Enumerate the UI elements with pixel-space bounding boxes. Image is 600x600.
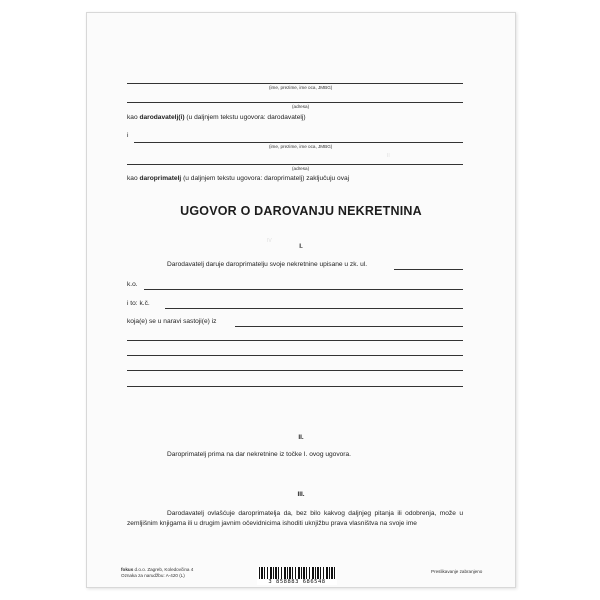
- description-line[interactable]: [127, 355, 463, 356]
- copy-notice: Preslikavanje zabranjeno: [431, 569, 483, 574]
- recipient-role-line: kao daroprimatelj (u daljnjem tekstu ugovora: daroprimatelj) zaključuju ovaj: [127, 175, 350, 182]
- description-line[interactable]: [127, 370, 463, 371]
- publisher-info: fokus d.o.o. Zagreb, Koledovčina 4 Oznaka za narudžbu: A-420 (L): [121, 567, 194, 578]
- bleed-through-text: IV: [267, 238, 272, 244]
- description-line[interactable]: [127, 386, 463, 387]
- donor-role-line: kao darodavatelj(i) (u daljnjem tekstu ugovora: darodavatelj): [127, 114, 306, 121]
- party-1-address-line[interactable]: [127, 102, 463, 103]
- kc-label: i to: k.č.: [127, 300, 150, 307]
- ko-label: k.o.: [127, 281, 138, 288]
- party-2-name-caption: (ime, prezime, ime oca, JMBG): [269, 144, 333, 149]
- ko-field[interactable]: [144, 289, 463, 290]
- composition-field[interactable]: [235, 326, 463, 327]
- party-2-name-line[interactable]: [134, 142, 463, 143]
- bleed-through-text: II: [387, 153, 390, 159]
- party-1-address-caption: (adresa): [292, 104, 310, 109]
- document-title: UGOVOR O DAROVANJU NEKRETNINA: [180, 204, 422, 218]
- section-2-heading: II.: [298, 434, 304, 441]
- zk-ul-field[interactable]: [394, 269, 463, 270]
- section-1-heading: I.: [299, 243, 303, 250]
- section-3-text: Darodavatelj ovlašćuje daroprimatelja da, bez bilo kakvog daljnjeg pitanja ili odobrenja, može u zemljišnim knjigama ili u drugim javnim očevidnicima ishoditi uknjižbu prava vlasništva na svoje ime: [127, 510, 463, 527]
- composition-label: koja(e) se u naravi sastoji(e) iz: [127, 318, 217, 325]
- party-1-name-caption: (ime, prezime, ime oca, JMBG): [269, 85, 333, 90]
- section-3-heading: III.: [297, 491, 305, 498]
- description-line[interactable]: [127, 340, 463, 341]
- barcode-digits: 3 858883 686548: [268, 579, 326, 585]
- barcode: [257, 567, 337, 585]
- barcode-bars: [259, 567, 335, 579]
- section-1-text: Darodavatelj daruje daroprimatelju svoje nekretnine upisane u zk. ul.: [167, 261, 368, 268]
- party-2-address-caption: (adresa): [292, 166, 310, 171]
- party-2-address-line[interactable]: [127, 164, 463, 165]
- kc-field[interactable]: [165, 308, 463, 309]
- document-page: [86, 12, 516, 588]
- party-1-name-line[interactable]: [127, 83, 463, 84]
- section-2-text: Daroprimatelj prima na dar nekretnine iz točke I. ovog ugovora.: [167, 451, 351, 458]
- conjunction: i: [127, 132, 129, 139]
